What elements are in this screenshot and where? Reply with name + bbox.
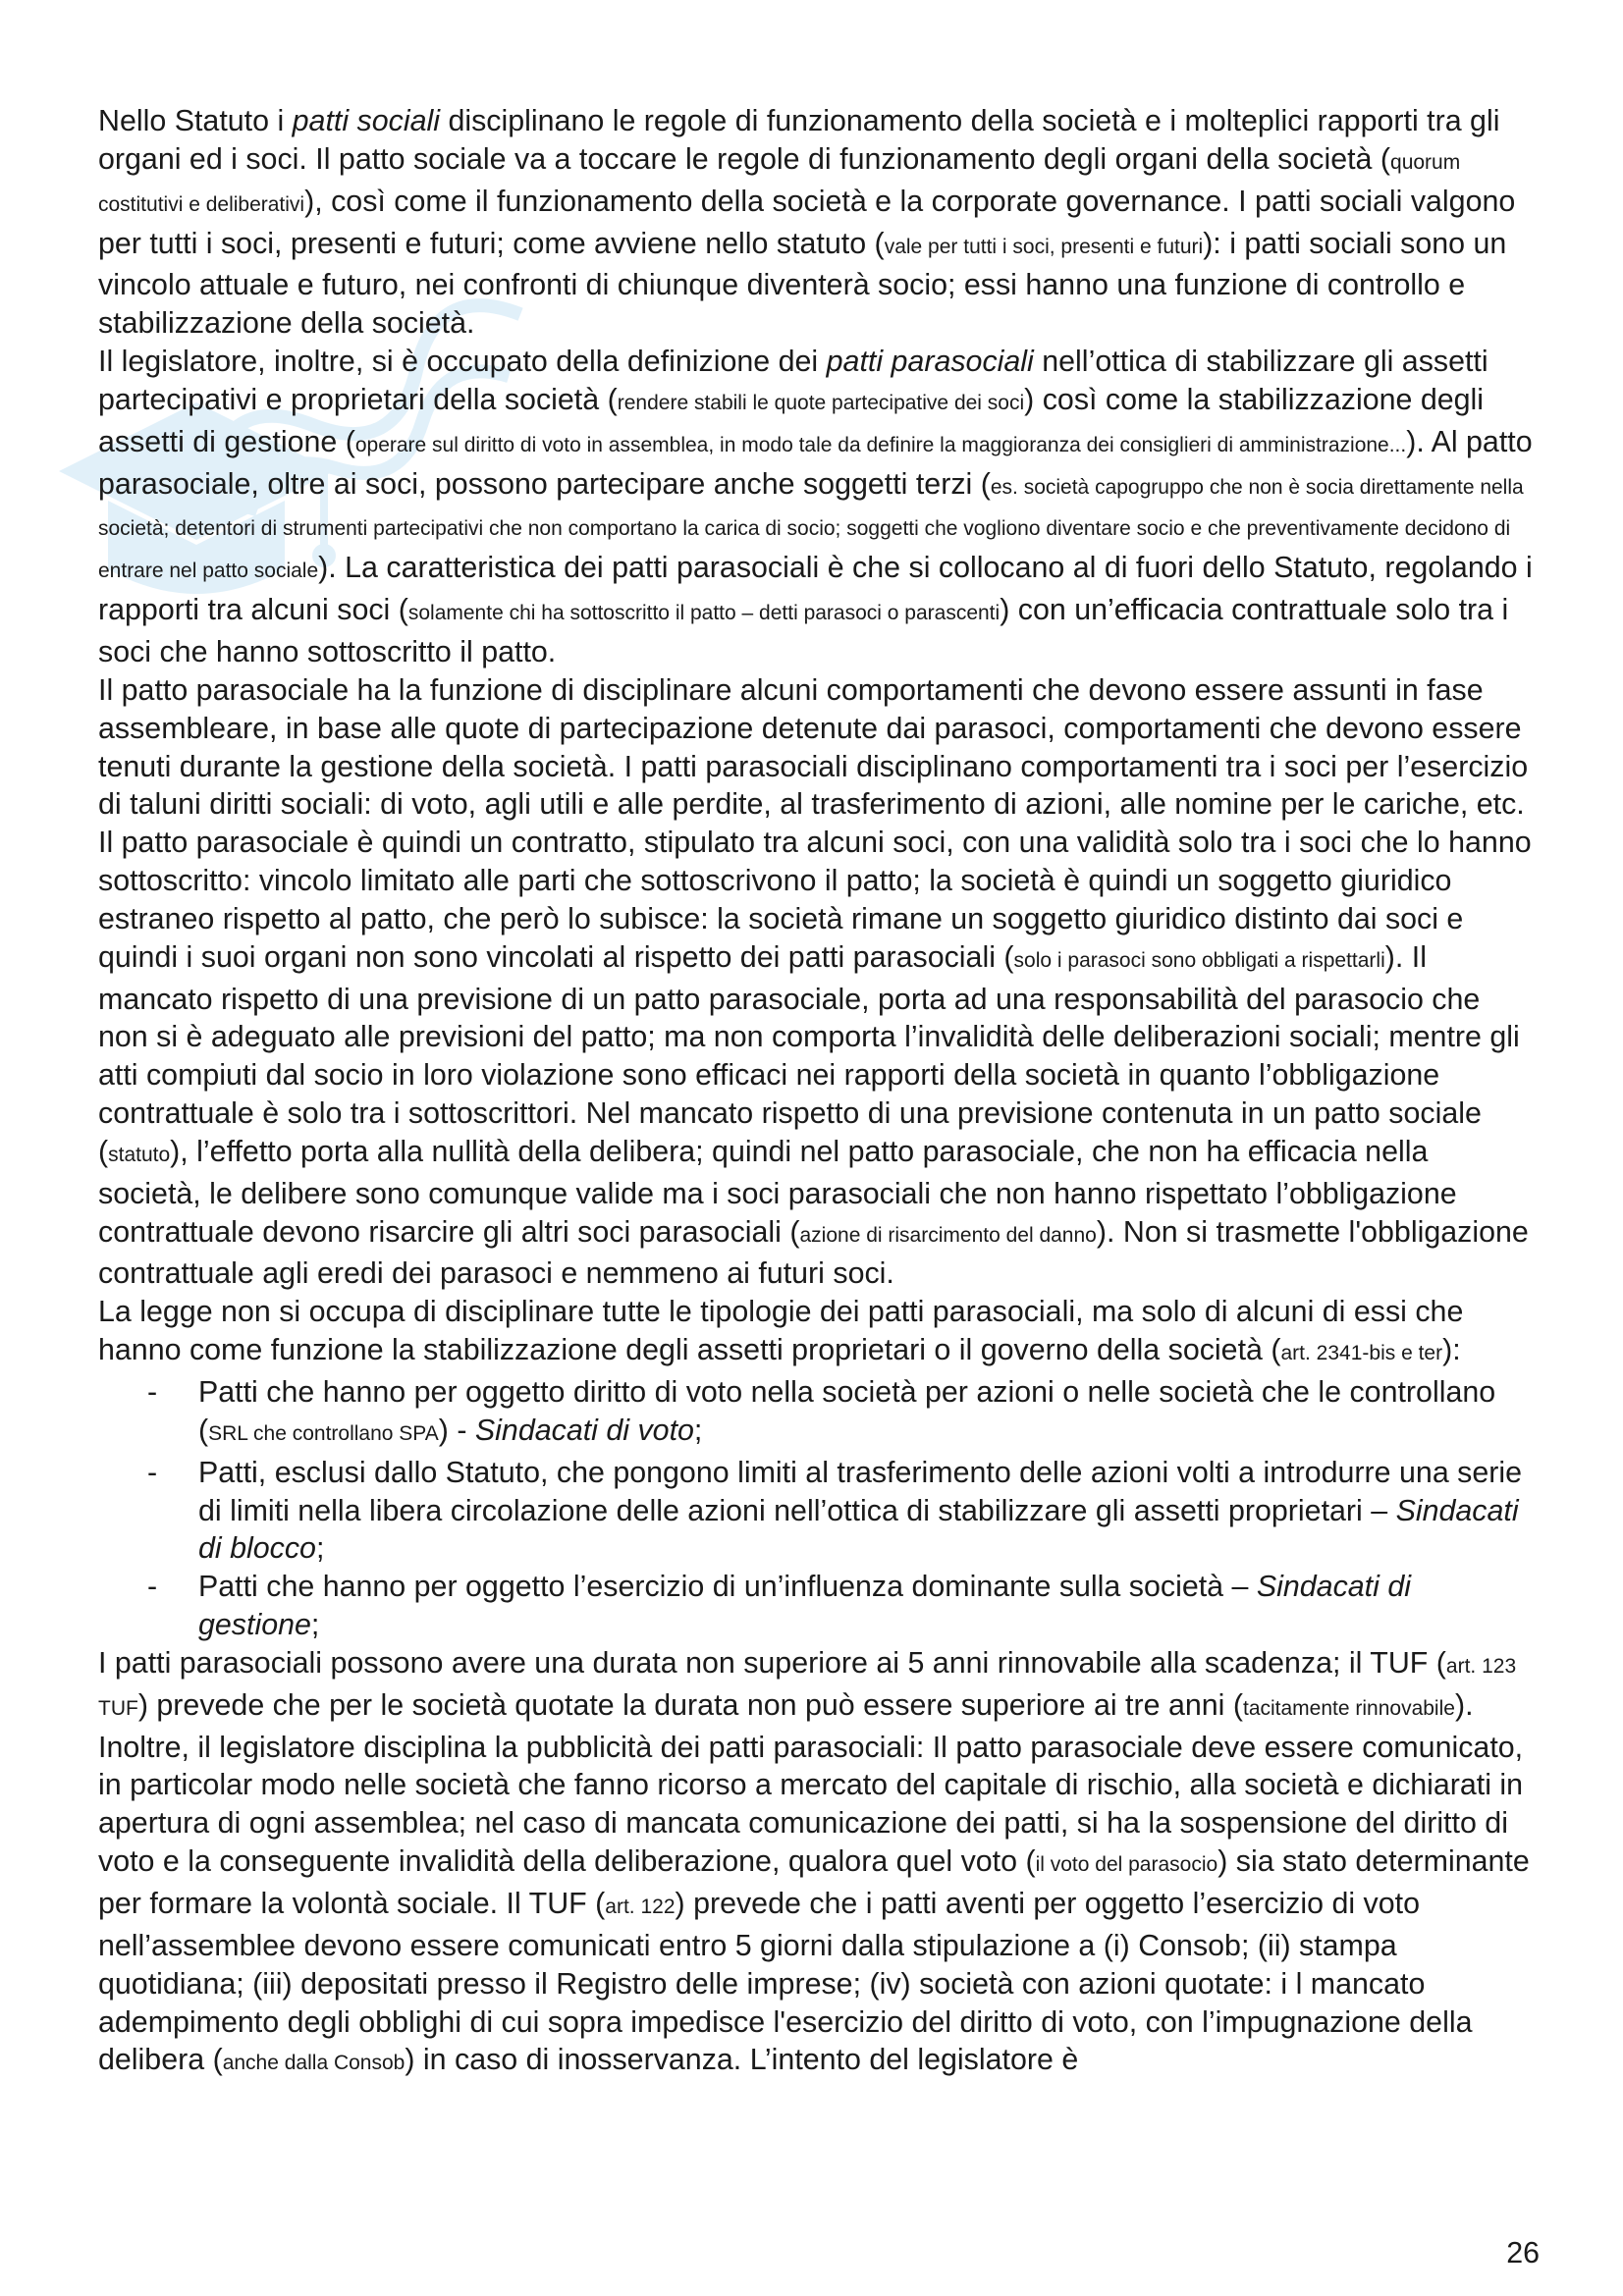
parenthetical-note: SRL che controllano SPA <box>208 1421 439 1445</box>
paragraph <box>98 102 1534 343</box>
parenthetical-note: statuto <box>108 1143 171 1166</box>
page-number: 26 <box>1506 2236 1540 2269</box>
bullet-item <box>98 1373 1534 1454</box>
parenthetical-note: es. società capogruppo che non è socia direttamente nella società; detentori di strumenti partecipativi che non comportano la carica di socio; soggetti che vogliono diventare socio e che preventivamente decidono di entrare nel patto sociale <box>98 475 1524 583</box>
bullet-marker: - <box>147 1455 158 1489</box>
italic-term: patti sociali <box>292 104 440 137</box>
text-run: ; <box>310 1608 320 1642</box>
text-run: Il patto parasociale ha la funzione di disciplinare alcuni comportamenti che devono essere assunti in fase assembleare, in base alle quote di partecipazione detenute dai parasoci, comportamenti che devono essere tenuti durante la gestione della società. I patti parasociali disciplinano comportamenti tra i soci per l’esercizio di taluni diritti sociali: di voto, agli utili e alle perdite, al trasferimento di azioni, alle nomine per le cariche, etc. <box>98 672 1529 822</box>
text-run: ; <box>693 1413 703 1447</box>
text-run: ). Inoltre, il legislatore disciplina la pubblicità dei patti parasociali: Il patto parasociale deve essere comunicato, in particolar modo nelle società che fanno ricorso a mercato del capitale di rischio, alla società e dichiarati in apertura di ogni assemblea; nel caso di mancata comunicazione dei patti, si ha la sospensione del diritto di voto e la conseguente invalidità della deliberazione, qualora quel voto ( <box>98 1687 1524 1879</box>
parenthetical-note: tacitamente rinnovabile <box>1242 1696 1455 1720</box>
text-run: ) in caso di inosservanza. L’intento del legislatore è <box>405 2043 1079 2077</box>
text-run: ). La caratteristica dei patti parasociali è che si collocano al di fuori dello Statuto, regolando i rapporti tra alcuni soci ( <box>98 551 1533 627</box>
paragraph <box>98 671 1534 824</box>
paragraph <box>98 1644 1534 2083</box>
text-run: ) così come la stabilizzazione degli assetti di gestione ( <box>98 382 1485 458</box>
text-run: ) prevede che per le società quotate la durata non può essere superiore ai tre anni ( <box>137 1687 1243 1722</box>
text-run: disciplinano le regole di funzionamento della società e i molteplici rapporti tra gli organi ed i soci. Il patto sociale va a toccare le regole di funzionamento degli organi della società ( <box>98 104 1500 176</box>
parenthetical-note: rendere stabili le quote partecipative dei soci <box>617 391 1025 414</box>
text-run: ): <box>1442 1333 1461 1367</box>
italic-term: Sindacati di voto <box>474 1413 694 1447</box>
parenthetical-note: art. 122 <box>605 1895 676 1918</box>
parenthetical-note: quorum costitutivi e deliberativi <box>98 150 1461 216</box>
parenthetical-note: art. 123 TUF <box>98 1654 1517 1720</box>
text-run: ; <box>315 1531 325 1566</box>
bullet-item <box>98 1568 1534 1644</box>
text-run: I patti parasociali possono avere una durata non superiore ai 5 anni rinnovabile alla scadenza; il TUF ( <box>98 1645 1446 1680</box>
italic-term: patti parasociali <box>826 345 1034 379</box>
text-run: Il legislatore, inoltre, si è occupato della definizione dei <box>98 345 827 379</box>
text-run: ). Al patto parasociale, oltre ai soci, possono partecipare anche soggetti terzi ( <box>98 424 1533 501</box>
text-run: ) sia stato determinante per formare la volontà sociale. Il TUF ( <box>98 1844 1530 1920</box>
bullet-item <box>98 1454 1534 1569</box>
text-run: ) prevede che i patti aventi per oggetto l’esercizio di voto nell’assemblee devono essere comunicati entro 5 giorni dalla stipulazione a (i) Consob; (ii) stampa quotidiana; (iii) depositati presso il Registro delle imprese; (iv) società con azioni quotate: i l mancato adempimento degli obblighi di cui sopra impedisce l'esercizio del diritto di voto, con l’impugnazione della delibera ( <box>98 1886 1473 2077</box>
paragraph <box>98 824 1534 1293</box>
parenthetical-note: solo i parasoci sono obbligati a rispettarli <box>1013 948 1385 972</box>
bullet-marker: - <box>147 1375 158 1409</box>
document-body <box>98 102 1534 2083</box>
parenthetical-note: operare sul diritto di voto in assemblea, in modo tale da definire la maggioranza dei consiglieri di amministrazione... <box>354 433 1407 456</box>
text-run: ). Non si trasmette l'obbligazione contrattuale agli eredi dei parasoci e nemmeno ai futuri soci. <box>98 1214 1529 1291</box>
parenthetical-note: art. 2341-bis e ter <box>1280 1342 1443 1365</box>
paragraph <box>98 1293 1534 1373</box>
text-run: Patti, esclusi dallo Statuto, che pongono limiti al trasferimento delle azioni volti a introdurre una serie di limiti nella libera circolazione delle azioni nell’ottica di stabilizzare gli assetti proprietari – <box>198 1455 1523 1527</box>
text-run: Patti che hanno per oggetto diritto di voto nella società per azioni o nelle società che le controllano ( <box>198 1375 1496 1447</box>
paragraph <box>98 343 1534 671</box>
bullet-list <box>98 1373 1534 1644</box>
text-run: La legge non si occupa di disciplinare tutte le tipologie dei patti parasociali, ma solo di alcuni di essi che hanno come funzione la stabilizzazione degli assetti proprietari o il governo della società ( <box>98 1295 1464 1367</box>
parenthetical-note: vale per tutti i soci, presenti e futuri <box>884 235 1204 258</box>
parenthetical-note: solamente chi ha sottoscritto il patto – detti parasoci o parascenti <box>407 602 1001 625</box>
bullet-marker: - <box>147 1570 158 1604</box>
text-run: ): i patti sociali sono un vincolo attuale e futuro, nei confronti di chiunque diventerà socio; essi hanno una funzione di controllo e stabilizzazione della società. <box>98 226 1507 341</box>
text-run: nell’ottica di stabilizzare gli assetti partecipativi e proprietari della società ( <box>98 345 1488 416</box>
text-run: ) con un’efficacia contrattuale solo tra i soci che hanno sottoscritto il patto. <box>98 593 1509 668</box>
parenthetical-note: azione di risarcimento del danno <box>799 1223 1097 1247</box>
parenthetical-note: il voto del parasocio <box>1035 1853 1218 1877</box>
text-run: ), l’effetto porta alla nullità della delibera; quindi nel patto parasociale, che non ha efficacia nella società, le delibere sono comunque valide ma i soci parasociali che non hanno rispettato l’obbligazione contrattuale devono risarcire gli altri soci parasociali ( <box>98 1134 1457 1249</box>
parenthetical-note: anche dalla Consob <box>222 2052 406 2075</box>
text-run: ), così come il funzionamento della società e la corporate governance. I patti sociali valgono per tutti i soci, presenti e futuri; come avviene nello statuto ( <box>98 184 1516 260</box>
text-run: ) - <box>438 1413 475 1447</box>
text-run: Il patto parasociale è quindi un contratto, stipulato tra alcuni soci, con una validità solo tra i soci che lo hanno sottoscritto: vincolo limitato alle parti che sottoscrivono il patto; la società è quindi un soggetto giuridico estraneo rispetto al patto, che però lo subisce: la società rimane un soggetto giuridico distinto dai soci e quindi i suoi organi non sono vincolati al rispetto dei patti parasociali ( <box>98 826 1532 974</box>
text-run: Nello Statuto i <box>98 104 293 137</box>
italic-term: Sindacati di gestione <box>198 1570 1411 1642</box>
italic-term: Sindacati di blocco <box>198 1493 1519 1566</box>
text-run: Patti che hanno per oggetto l’esercizio di un’influenza dominante sulla società – <box>198 1570 1257 1604</box>
text-run: ). Il mancato rispetto di una previsione di un patto parasociale, porta ad una responsabilità del parasocio che non si è adeguato alle previsioni del patto; ma non comporta l’invalidità delle deliberazioni sociali; mentre gli atti compiuti dal socio in loro violazione sono efficaci nei rapporti della società in quanto l’obbligazione contrattuale è solo tra i sottoscrittori. Nel mancato rispetto di una previsione contenuta in un patto sociale ( <box>98 939 1520 1168</box>
